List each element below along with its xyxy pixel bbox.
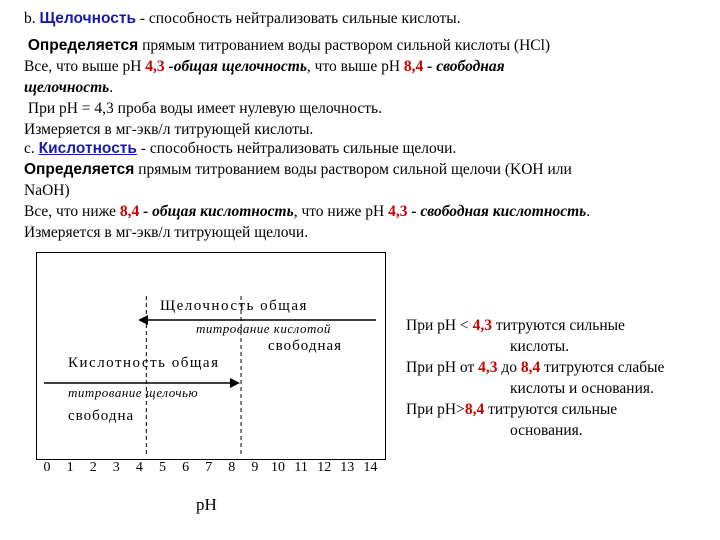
ph-tick-7: 7 (205, 460, 213, 475)
acidity-definition: c. Кислотность - способность нейтрализовать сильные щелочи. (24, 140, 457, 157)
ph-tick-14: 14 (363, 460, 378, 475)
alkalinity-method: Определяется прямым титрованием воды раствором сильной кислоты (HCl) (27, 37, 551, 54)
ph-tick-8: 8 (228, 460, 236, 475)
notes-panel: При pH < 4,3 титруются сильные кислоты. При pH от 4,3 до 8,4 титруются слабые кислоты и основания. При pH>8,4 титруются сильные основания. (406, 315, 716, 441)
ph-value-4-3: 4,3 (145, 58, 165, 75)
alkalinity-term: Щелочность (39, 10, 137, 27)
total-acidity-label: Кислотность общая (68, 355, 220, 371)
alkalinity-thresholds-cont: щелочность. (24, 79, 114, 96)
ph-tick-2: 2 (89, 460, 97, 475)
acidity-thresholds: Все, что ниже 8,4 - общая кислотность, что ниже pH 4,3 - свободная кислотность. (24, 203, 591, 220)
ph-tick-0: 0 (43, 460, 51, 475)
ph-tick-13: 13 (340, 460, 355, 475)
ph-tick-11: 11 (294, 460, 308, 475)
ph-tick-10: 10 (271, 460, 285, 475)
alkalinity-zero-note: При pH = 4,3 проба воды имеет нулевую щелочность. (27, 100, 383, 117)
free-acidity-label: свободна (68, 408, 135, 424)
ph-tick-4: 4 (135, 460, 143, 475)
item-marker-b: b. (24, 10, 36, 27)
item-marker-c: c. (24, 140, 35, 157)
ph-tick-5: 5 (159, 460, 166, 475)
ph-tick-1: 1 (66, 460, 74, 475)
ph-tick-6: 6 (182, 460, 190, 475)
ph-tick-12: 12 (317, 460, 332, 475)
total-alkalinity-label: Щелочность общая (160, 298, 308, 314)
note-weak-acids-bases: При pH от 4,3 до 8,4 титруются слабые (406, 359, 665, 376)
ph-tick-9: 9 (251, 460, 259, 475)
acidity-method-cont: NaOH) (24, 182, 70, 199)
alkalinity-thresholds: Все, что выше pH 4,3 -общая щелочность, что выше pH 8,4 - свободная (24, 58, 505, 75)
ph-axis-label: pH (196, 495, 217, 514)
ph-tick-3: 3 (112, 460, 120, 475)
note-strong-bases: При pH>8,4 титруются сильные (406, 401, 618, 418)
alkalinity-units: Измеряется в мг-экв/л титрующей кислоты. (24, 121, 314, 138)
acidity-units: Измеряется в мг-экв/л титрующей щелочи. (24, 224, 309, 241)
note-strong-acids: При pH < 4,3 титруются сильные (406, 317, 625, 334)
acidity-method: Определяется прямым титрованием воды раствором сильной щелочи (KOH или (24, 161, 572, 178)
ph-value-8-4: 8,4 (403, 58, 424, 75)
free-alkalinity-label: свободная (268, 338, 343, 354)
acidity-term: Кислотность (38, 140, 137, 157)
alkalinity-definition: b. Щелочность - способность нейтрализовать сильные кислоты. (24, 10, 461, 27)
acid-titration-label: титрование кислотой (196, 321, 331, 336)
base-titration-label: титрование щелочью (68, 385, 199, 400)
